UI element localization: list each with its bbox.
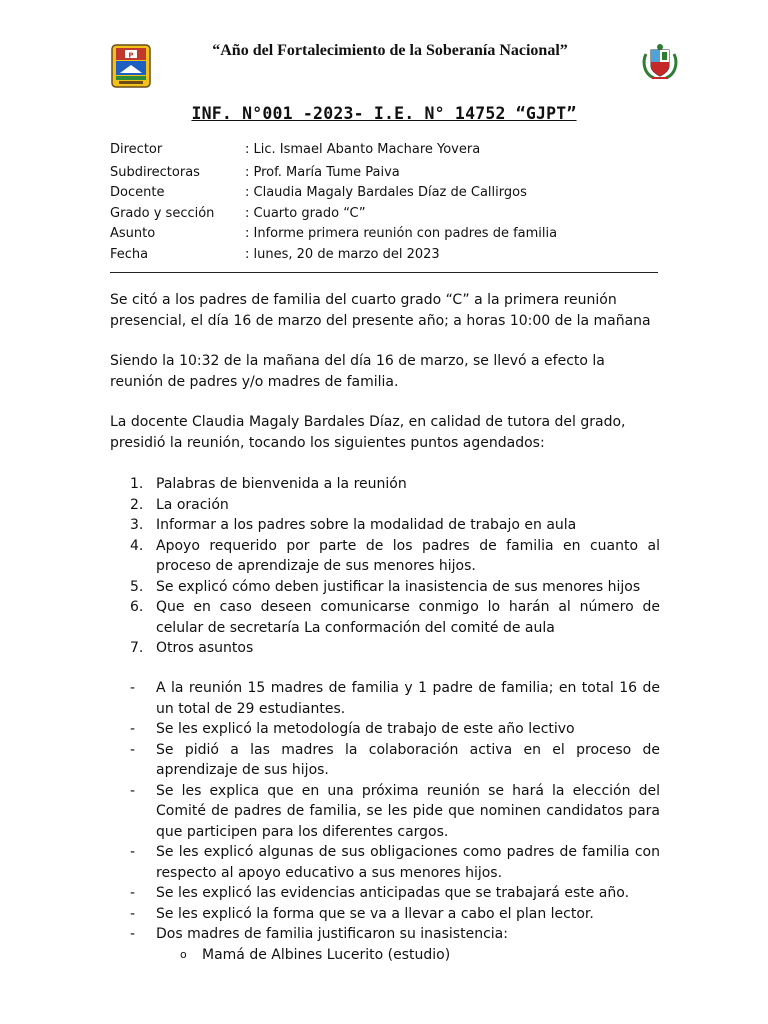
list-item-text: Informar a los padres sobre la modalidad de trabajo en aula xyxy=(156,517,577,533)
list-item xyxy=(110,536,660,577)
dash-bullet: - xyxy=(130,741,136,758)
list-item xyxy=(110,597,660,638)
info-value: : Lic. Ismael Abanto Machare Yovera xyxy=(245,142,481,157)
list-item xyxy=(110,577,660,598)
list-item-text: Se les explicó la forma que se va a llevar a cabo el plan lector. xyxy=(156,905,594,922)
info-row-asunto xyxy=(110,224,658,245)
dash-bullet: - xyxy=(130,721,136,737)
header-divider xyxy=(110,272,658,273)
info-value: : Claudia Magaly Bardales Díaz de Callirgos xyxy=(245,185,527,200)
school-crest-letter: P xyxy=(128,51,134,60)
info-value: : Prof. María Tume Paiva xyxy=(245,164,400,180)
list-item-text: Palabras de bienvenida a la reunión xyxy=(156,476,407,492)
list-number: 1. xyxy=(130,476,144,492)
agenda-list xyxy=(110,474,660,659)
info-label: Director xyxy=(110,142,163,157)
list-number: 2. xyxy=(130,496,144,513)
list-number: 5. xyxy=(130,578,144,595)
list-item xyxy=(110,924,660,965)
list-number: 3. xyxy=(130,517,144,533)
list-item-text: Se les explicó algunas de sus obligaciones como padres de familia con respecto al apoyo educativo a sus menores hijos. xyxy=(156,844,660,881)
peru-coat-of-arms-icon xyxy=(640,42,680,82)
list-item-text: Dos madres de familia justificaron su inasistencia: xyxy=(156,926,508,942)
list-item xyxy=(110,883,660,904)
dash-bullet: - xyxy=(130,680,136,696)
list-item xyxy=(110,719,660,740)
info-row-docente xyxy=(110,183,658,204)
list-item-text: Se les explica que en una próxima reunión se hará la elección del Comité de padres de familia, se les pide que nominen candidatos para que participen para los diferentes cargos. xyxy=(156,782,660,840)
info-value: : Cuarto grado “C” xyxy=(245,205,366,221)
list-item xyxy=(110,638,660,659)
info-label: Asunto xyxy=(110,226,156,241)
dash-bullet: - xyxy=(130,844,136,860)
list-item-text: Apoyo requerido por parte de los padres de familia en cuanto al proceso de aprendizaje de sus menores hijos. xyxy=(156,537,660,574)
list-item-text: Se les explicó las evidencias anticipadas que se trabajará este año. xyxy=(156,885,630,901)
absence-sublist xyxy=(156,945,660,966)
sub-list-item xyxy=(156,945,660,966)
info-label: Fecha xyxy=(110,246,149,262)
list-item-text: La oración xyxy=(156,496,229,513)
list-item-text: Se pidió a las madres la colaboración activa en el proceso de aprendizaje de sus hijos. xyxy=(156,741,660,778)
paragraph-agenda-intro: La docente Claudia Magaly Bardales Díaz, en calidad de tutora del grado, presidió la reunión, tocando los siguientes puntos agendados: xyxy=(110,414,626,451)
list-number: 7. xyxy=(130,640,144,656)
list-item xyxy=(110,515,660,536)
dash-bullet: - xyxy=(130,926,136,942)
list-item-text: Mamá de Albines Lucerito (estudio) xyxy=(202,946,451,963)
list-item xyxy=(110,904,660,925)
info-label: Grado y sección xyxy=(110,205,215,221)
meeting-notes-list xyxy=(110,678,660,965)
dash-bullet: - xyxy=(130,885,136,901)
list-item xyxy=(110,740,660,781)
list-item xyxy=(110,842,660,883)
school-crest-icon xyxy=(111,44,151,88)
circle-bullet: o xyxy=(180,947,187,961)
list-item-text: Se explicó cómo deben justificar la inasistencia de sus menores hijos xyxy=(156,578,641,595)
report-info xyxy=(110,140,658,265)
info-value: : lunes, 20 de marzo del 2023 xyxy=(245,246,440,262)
list-item xyxy=(110,474,660,495)
list-number: 4. xyxy=(130,537,144,554)
list-number: 6. xyxy=(130,599,144,615)
list-item-text: Que en caso deseen comunicarse conmigo lo harán al número de celular de secretaría La conformación del comité de aula xyxy=(156,599,660,636)
list-item-text: A la reunión 15 madres de familia y 1 padre de familia; en total 16 de un total de 29 estudiantes. xyxy=(156,680,660,717)
info-row-subdirectoras xyxy=(110,163,658,184)
report-title: INF. N°001 -2023- I.E. N° 14752 “GJPT” xyxy=(191,104,577,123)
paragraph-citation: Se citó a los padres de familia del cuarto grado “C” a la primera reunión presencial, el día 16 de marzo del presente año; a horas 10:00 de la mañana xyxy=(110,292,651,329)
list-item-text: Se les explicó la metodología de trabajo de este año lectivo xyxy=(156,721,575,737)
list-item xyxy=(110,781,660,843)
info-row-director xyxy=(110,140,658,161)
paragraph-start: Siendo la 10:32 de la mañana del día 16 de marzo, se llevó a efecto la reunión de padres y/o madres de familia. xyxy=(110,353,605,390)
list-item-text: Otros asuntos xyxy=(156,640,254,656)
info-value: : Informe primera reunión con padres de familia xyxy=(245,226,558,241)
info-label: Subdirectoras xyxy=(110,164,200,180)
dash-bullet: - xyxy=(130,782,136,799)
list-item xyxy=(110,678,660,719)
list-item xyxy=(110,495,660,516)
info-row-fecha xyxy=(110,245,658,266)
dash-bullet: - xyxy=(130,905,136,922)
info-row-grado xyxy=(110,204,658,225)
year-motto: “Año del Fortalecimiento de la Soberanía Nacional” xyxy=(212,42,568,59)
info-label: Docente xyxy=(110,185,165,200)
